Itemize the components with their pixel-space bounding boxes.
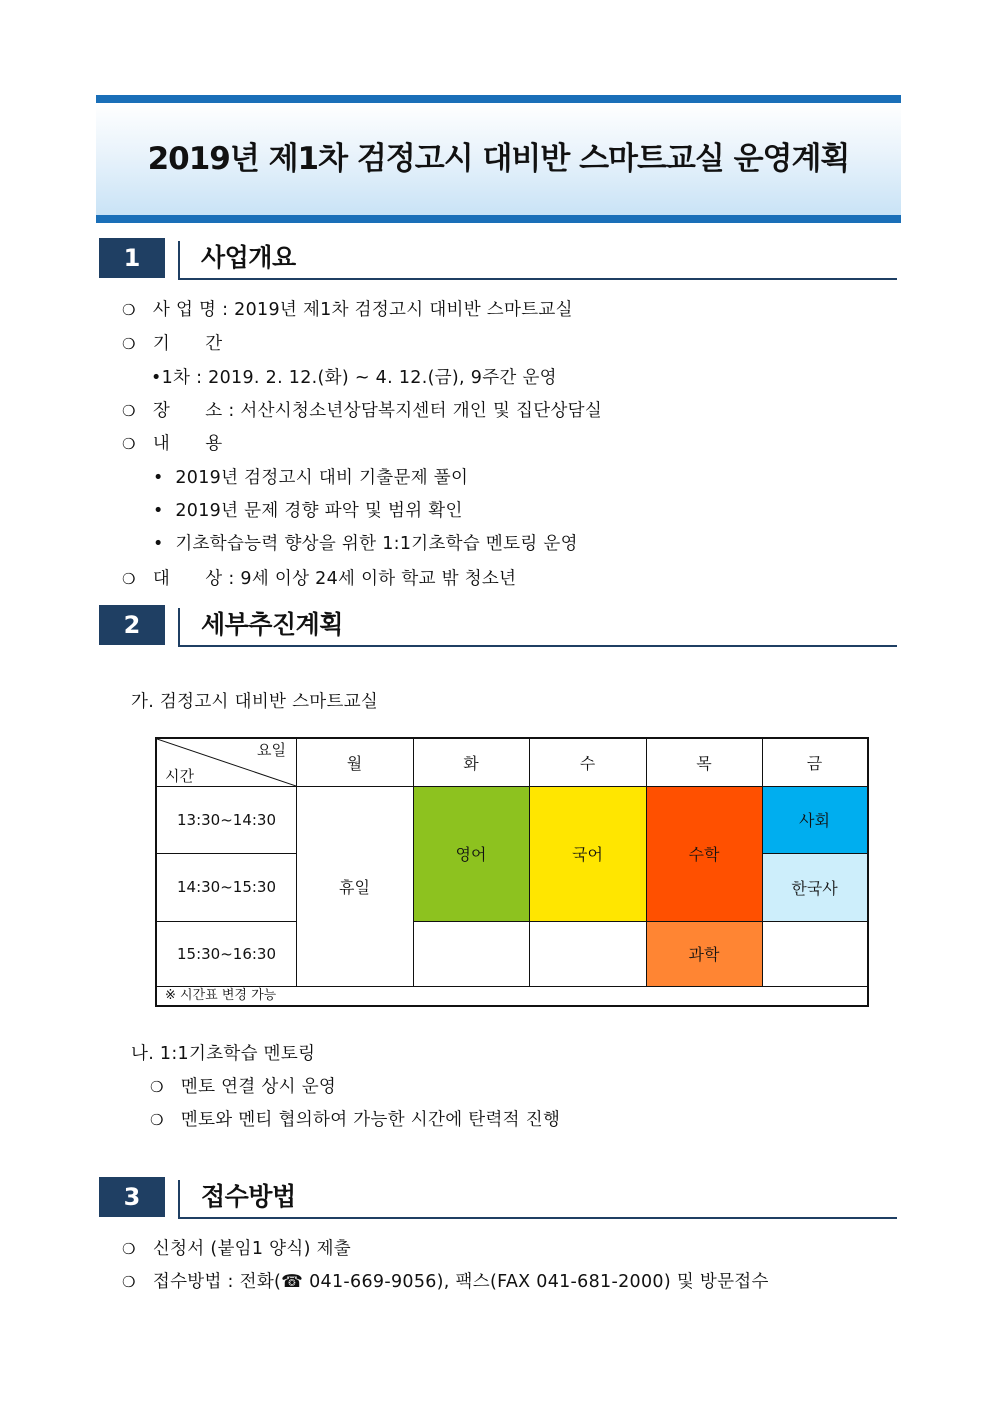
- circle-bullet-icon: ❍: [150, 1111, 164, 1129]
- s3-item-1-text: 접수방법 : 전화(☎ 041-669-9056), 팩스(FAX 041-681-2000) 및 방문접수: [152, 1272, 769, 1292]
- s1-item-6: [153, 497, 463, 522]
- corner-day-label: 요일: [257, 741, 286, 759]
- s1-item-0: [122, 296, 573, 321]
- s3-item-0-text: 신청서 (붙임1 양식) 제출: [152, 1239, 351, 1259]
- grid-line: [762, 739, 763, 986]
- section-1-number: 1: [99, 238, 165, 278]
- s1-item-7: [153, 530, 578, 555]
- s1-item-6-text: • 2019년 문제 경향 파악 및 범위 확인: [153, 501, 463, 521]
- header-tue: 화: [463, 754, 479, 773]
- s1-item-3: [122, 397, 602, 422]
- time-row-3: 15:30~16:30: [176, 944, 277, 963]
- section-divider: [178, 1180, 180, 1218]
- s1-item-2: [151, 364, 557, 389]
- section-1-title: 사업개요: [201, 243, 296, 272]
- section-3-title: 접수방법: [201, 1182, 296, 1211]
- section-3-number: 3: [99, 1177, 165, 1217]
- cell-mon-holiday: 휴일: [339, 877, 370, 897]
- grid-line: [529, 739, 530, 986]
- time-row-1: 13:30~14:30: [176, 810, 277, 829]
- grid-line: [646, 739, 647, 986]
- timetable: [155, 737, 869, 1007]
- circle-bullet-icon: ❍: [150, 1078, 164, 1096]
- table-note: ※ 시간표 변경 가능: [165, 988, 277, 1003]
- page-title: 2019년 제1차 검정고시 대비반 스마트교실 운영계획: [147, 141, 850, 177]
- s1-item-8-text: 대 상 : 9세 이상 24세 이하 학교 밖 청소년: [152, 569, 517, 589]
- time-row-2: 14:30~15:30: [176, 878, 277, 896]
- s1-item-1: [122, 330, 222, 355]
- grid-line: [762, 853, 867, 854]
- circle-bullet-icon: ❍: [122, 402, 136, 420]
- title-bar-bottom: [96, 215, 901, 223]
- grid-line: [157, 921, 296, 922]
- section-underline: [178, 1217, 897, 1219]
- section-2-header: [99, 605, 897, 649]
- section-divider: [178, 608, 180, 646]
- header-wed: 수: [579, 754, 596, 773]
- s1-item-2-text: •1차 : 2019. 2. 12.(화) ~ 4. 12.(금), 9주간 운영: [151, 368, 557, 388]
- cell-fri-social: 사회: [762, 786, 867, 853]
- s2-sub-b: 나. 1:1기초학습 멘토링: [131, 1044, 316, 1064]
- circle-bullet-icon: ❍: [122, 1273, 136, 1291]
- circle-bullet-icon: ❍: [122, 570, 136, 588]
- s1-item-4: [122, 430, 222, 455]
- section-divider: [178, 241, 180, 279]
- circle-bullet-icon: ❍: [122, 301, 136, 319]
- s2-sub-b-item-1: [150, 1106, 560, 1131]
- section-underline: [178, 645, 897, 647]
- s2-sub-b-item-0: [150, 1073, 336, 1098]
- section-2-number: 2: [99, 605, 165, 645]
- s2-sub-a: 가. 검정고시 대비반 스마트교실: [131, 692, 379, 712]
- section-3-header: [99, 1177, 897, 1221]
- section-2-title: 세부추진계획: [201, 610, 343, 639]
- s1-item-5: [153, 464, 468, 489]
- s3-item-1: [122, 1268, 769, 1293]
- grid-line: [157, 853, 296, 854]
- s2-sub-b-item-1-text: 멘토와 멘티 협의하여 가능한 시간에 탄력적 진행: [180, 1110, 561, 1130]
- s1-item-7-text: • 기초학습능력 향상을 위한 1:1기초학습 멘토링 운영: [153, 534, 578, 554]
- section-underline: [178, 278, 897, 280]
- header-mon: 월: [346, 754, 363, 773]
- s2-sub-b-item-0-text: 멘토 연결 상시 운영: [180, 1077, 337, 1097]
- header-thu: 목: [696, 754, 712, 773]
- grid-line: [413, 921, 867, 922]
- s1-item-8: [122, 565, 516, 590]
- grid-line: [413, 739, 414, 986]
- grid-line: [296, 739, 297, 986]
- corner-time-label: 시간: [165, 767, 194, 785]
- s3-item-0: [122, 1235, 351, 1260]
- title-bar-top: [96, 95, 901, 103]
- cell-thu-science: 과학: [646, 921, 762, 986]
- cell-fri-history: 한국사: [762, 853, 867, 921]
- circle-bullet-icon: ❍: [122, 335, 136, 353]
- section-1-header: [99, 238, 897, 282]
- cell-thu-math: 수학: [646, 786, 762, 921]
- cell-tue-english: 영어: [413, 786, 529, 921]
- title-banner: [96, 95, 901, 223]
- circle-bullet-icon: ❍: [122, 435, 136, 453]
- s1-item-1-text: 기 간: [152, 334, 223, 354]
- s1-item-5-text: • 2019년 검정고시 대비 기출문제 풀이: [153, 468, 469, 488]
- s1-item-3-text: 장 소 : 서산시청소년상담복지센터 개인 및 집단상담실: [152, 401, 603, 421]
- grid-line: [157, 786, 867, 787]
- cell-wed-korean: 국어: [529, 786, 646, 921]
- circle-bullet-icon: ❍: [122, 1240, 136, 1258]
- s1-item-0-text: 사 업 명 : 2019년 제1차 검정고시 대비반 스마트교실: [152, 300, 573, 320]
- header-fri: 금: [806, 754, 823, 773]
- s1-item-4-text: 내 용: [152, 434, 223, 454]
